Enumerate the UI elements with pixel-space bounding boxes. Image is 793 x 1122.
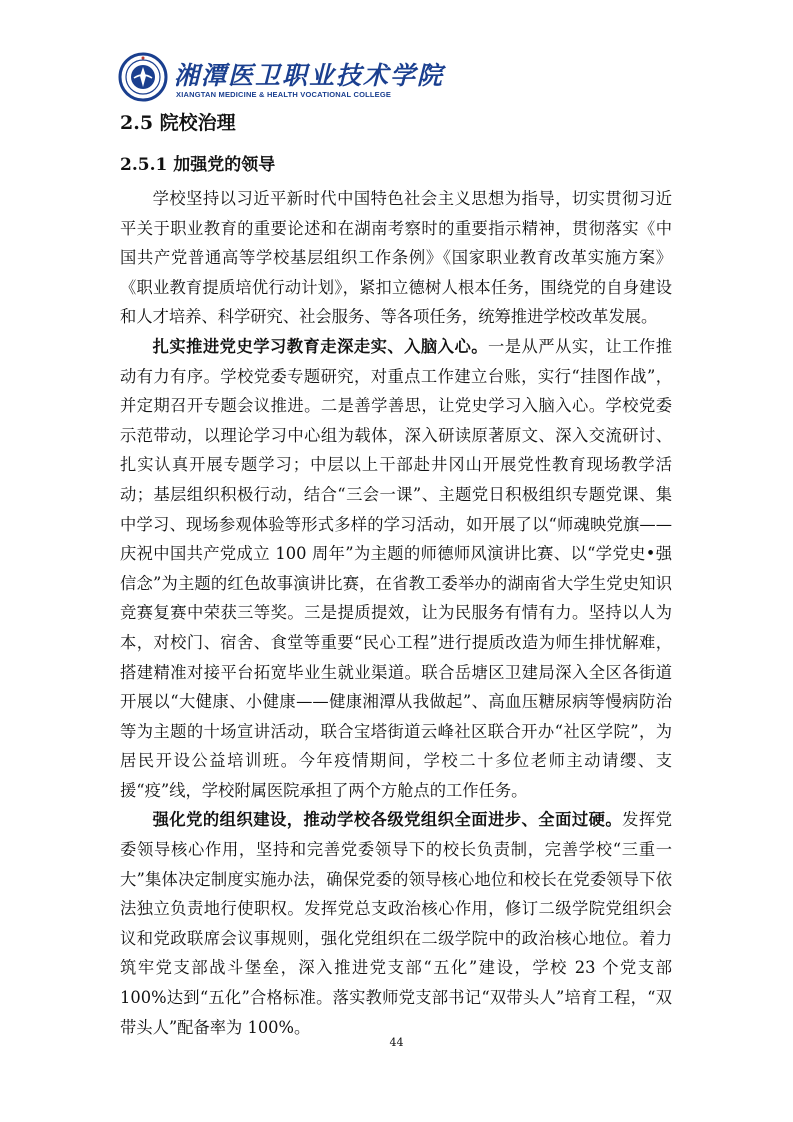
paragraph-2 <box>120 332 672 806</box>
paragraph-3-lead: 强化党的组织建设，推动学校各级党组织全面进步、全面过硬。 <box>152 810 623 830</box>
paragraph-1: 学校坚持以习近平新时代中国特色社会主义思想为指导，切实贯彻习近平关于职业教育的重要论述和在湖南考察时的重要指示精神，贯彻落实《中国共产党普通高等学校基层组织工作条例》《国家职业教育改革实施方案》《职业教育提质培优行动计划》，紧扣立德树人根本任务，围绕党的自身建设和人才培养、科学研究、社会服务、等各项任务，统筹推进学校改革发展。 <box>120 189 672 327</box>
school-name-english: XIANGTAN MEDICINE & HEALTH VOCATIONAL COLLEGE <box>176 90 392 99</box>
page-number: 44 <box>389 1036 404 1049</box>
page-header <box>118 50 538 110</box>
paragraph-3 <box>120 805 672 1042</box>
paragraph-2-body: 一是从严从实，让工作推动有力有序。学校党委专题研究，对重点工作建立台账，实行“挂图作战”，并定期召开专题会议推进。二是善学善思，让党史学习入脑入心。学校党委示范带动，以理论学习中心组为载体，深入研读原著原文、深入交流研讨、扎实认真开展专题学习；中层以上干部赴井冈山开展党性教育现场教学活动；基层组织积极行动，结合“三会一课”、主题党日积极组织专题党课、集中学习、现场参观体验等形式多样的学习活动，如开展了以“师魂映党旗——庆祝中国共产党成立 100 周年”为主题的师德师风演讲比赛、以“学党史•强信念”为主题的红色故事演讲比赛，在省教工委举办的湖南省大学生党史知识竞赛复赛中荣获三等奖。三是提质提效，让为民服务有情有力。坚持以人为本，对校门、宿舍、食堂等重要“民心工程”进行提质改造为师生排忧解难，搭建精准对接平台拓宽毕业生就业渠道。联合岳塘区卫建局深入全区各街道开展以“大健康、小健康——健康湘潭从我做起”、高血压糖尿病等慢病防治等为主题的十场宣讲活动，联合宝塔街道云峰社区联合开办“社区学院”，为居民开设公益培训班。今年疫情期间，学校二十多位老师主动请缨、支援“疫”线，学校附属医院承担了两个方舱点的工作任务。 <box>120 336 672 800</box>
subsection-title: 2.5.1 加强党的领导 <box>120 155 276 175</box>
paragraph-3-body: 发挥党委领导核心作用，坚持和完善党委领导下的校长负责制，完善学校“三重一大”集体决定制度实施办法，确保党委的领导核心地位和校长在党委领导下依法独立负责地行使职权。发挥党总支政治核心作用，修订二级学院党组织会议和党政联席会议事规则，强化党组织在二级学院中的政治核心地位。着力筑牢党支部战斗堡垒，深入推进党支部“五化”建设，学校 23 个党支部 100%达到“五化”合格标准。落实教师党支部书记“双带头人”培育工程，“双带头人”配备率为 100%。 <box>120 810 672 1037</box>
school-name-chinese: 湘潭医卫职业技术学院 <box>174 61 445 90</box>
section-title: 2.5 院校治理 <box>120 112 236 134</box>
paragraph-2-lead: 扎实推进党史学习教育走深走实、入脑入心。 <box>152 336 488 356</box>
school-emblem-icon <box>118 52 168 102</box>
body-text <box>120 184 672 1042</box>
